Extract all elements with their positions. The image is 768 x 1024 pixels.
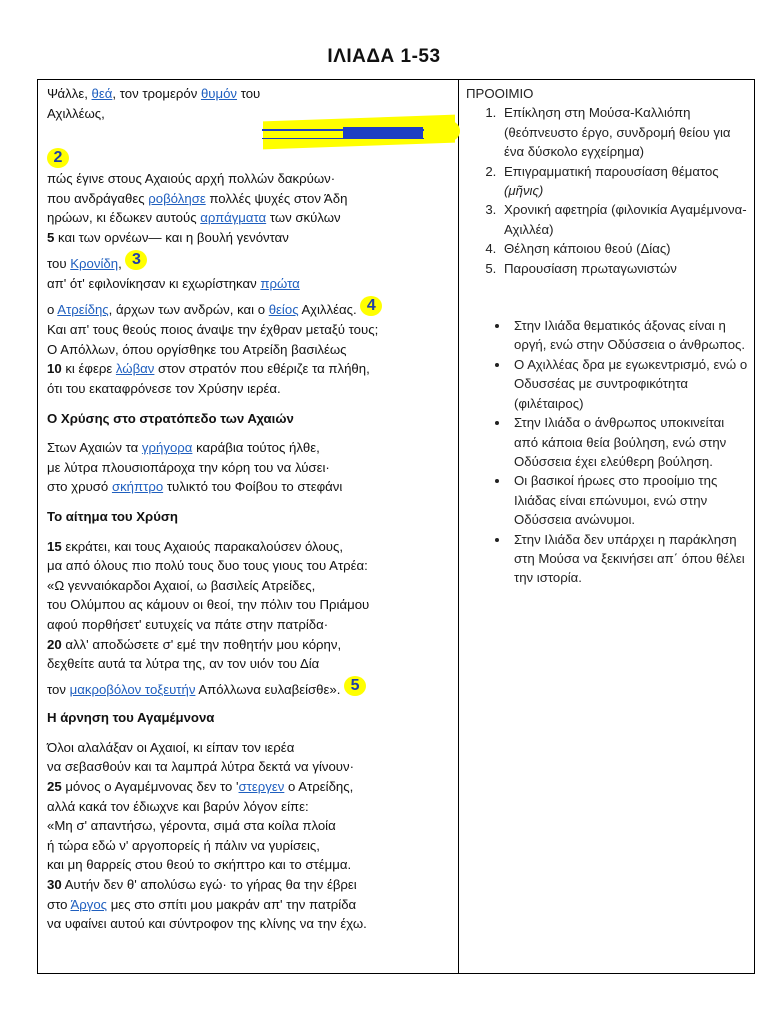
line-number: 20 xyxy=(47,636,62,652)
text-line: δεχθείτε αυτά τα λύτρα της, αν τον υιόν του Δία xyxy=(47,656,320,672)
term-link[interactable]: Άργος xyxy=(70,896,108,912)
text-line: «Ω γενναιόκαρδοι Αχαιοί, ω βασιλείς Ατρείδες, xyxy=(47,577,316,593)
prooimio-list xyxy=(466,103,748,278)
term-link[interactable]: στεργεν xyxy=(238,778,285,794)
list-item: • Στην Ιλιάδα ο άνθρωπος υποκινείται από κάποια θεία βούληση, ενώ στην Οδύσσεια έχει ελεύθερη βούληση. xyxy=(510,413,748,471)
section-heading: Η άρνηση του Αγαμέμνονα xyxy=(47,710,215,726)
section-heading: Ο Χρύσης στο στρατόπεδο των Αχαιών xyxy=(47,410,294,426)
text-line: και μη θαρρείς στου θεού το σκήπτρο και το στέμμα. xyxy=(47,857,352,873)
term-link[interactable]: μακροβόλον τοξευτήν xyxy=(69,681,196,697)
term-link[interactable]: αρπάγματα xyxy=(200,210,267,226)
term-link[interactable]: θεά xyxy=(91,86,113,101)
term-link[interactable]: Ατρείδης xyxy=(57,301,109,317)
list-item: 3. Χρονική αφετηρία (φιλονικία Αγαμέμνονα-Αχιλλέα) xyxy=(500,200,748,239)
line-number: 25 xyxy=(47,778,62,794)
page-title: ΙΛΙΑΔΑ 1-53 xyxy=(327,46,441,67)
number-badge: 2 xyxy=(47,148,69,168)
line-number: 15 xyxy=(47,538,62,554)
text-line: ηρώων, κι έδωκεν αυτούς αρπάγματα των σκύλων xyxy=(47,210,341,226)
text-line: μα από όλους πιο πολύ τους δυο τους γιους του Ατρέα: xyxy=(47,558,368,574)
term-link[interactable]: Κρονίδη xyxy=(70,255,119,271)
text-line: απ' ότ' εφιλονίκησαν κι εχωρίστηκαν πρώτα xyxy=(47,276,300,292)
text-line: Όλοι αλαλάξαν οι Αχαιοί, κι είπαν τον ιερέα xyxy=(47,739,295,755)
section-heading: Το αίτημα του Χρύση xyxy=(47,508,178,524)
text-line: Ψάλλε, θεά, τον τρομερόν θυμόν του xyxy=(47,86,261,101)
text-line: Και απ' τους θεούς ποιος άναψε την έχθραν μεταξύ τους; xyxy=(47,322,379,338)
text-line: να σεβασθούν και τα λαμπρά λύτρα δεκτά να γίνουν· xyxy=(47,759,354,775)
term-link[interactable]: θυμόν xyxy=(200,86,238,101)
text-line: Ο Απόλλων, όπου οργίσθηκε του Ατρείδη βασιλέως xyxy=(47,341,347,357)
text-line: πώς έγινε στους Αχαιούς αρχή πολλών δακρύων· xyxy=(47,171,336,187)
column-divider xyxy=(458,79,459,974)
text-line: ότι του εκαταφρόνεσε τον Χρύσην ιερέα. xyxy=(47,380,281,396)
list-item: 1. Επίκληση στη Μούσα-Καλλιόπη (θεόπνευστο έργο, συνδρομή θείου για ένα δύσκολο εγχείρημα) xyxy=(500,103,748,161)
term-link[interactable]: σκήπτρο xyxy=(111,479,164,495)
text-line: του Ολύμπου ας κάμουν οι θεοί, την πόλιν του Πριάμου xyxy=(47,597,370,613)
poem-column xyxy=(47,84,451,934)
text-line: αφού πορθήσετ' ευτυχείς να πάτε στην πατρίδα· xyxy=(47,616,329,632)
notes-heading: ΠΡΟΟΙΜΙΟ xyxy=(466,86,534,101)
comparison-list xyxy=(466,316,748,588)
term-link[interactable]: γρήγορα xyxy=(141,440,193,456)
text-line: που ανδράγαθες ροβόλησε πολλές ψυχές στον Άδη xyxy=(47,190,348,206)
line-number: 10 xyxy=(47,361,62,377)
term-link[interactable]: θείος xyxy=(268,301,299,317)
text-line: αλλά κακά τον έδιωχνε και βαρύν λόγον είπε: xyxy=(47,798,309,814)
list-item: 2. Επιγραμματική παρουσίαση θέματος (μῆνις) xyxy=(500,162,748,201)
text-line: 15 εκράτει, και τους Αχαιούς παρακαλούσεν όλους, xyxy=(47,538,344,554)
line-number: 30 xyxy=(47,876,62,892)
text-line: ο Ατρείδης, άρχων των ανδρών, και ο θείος Αχιλλέας. 4 xyxy=(47,300,451,321)
list-item: 5. Παρουσίαση πρωταγωνιστών xyxy=(500,259,748,278)
line-number: 5 xyxy=(47,229,55,245)
term-link[interactable]: ροβόλησε xyxy=(148,190,206,206)
list-item: • Ο Αχιλλέας δρα με εγωκεντρισμό, ενώ ο Οδυσσέας με συντροφικότητα (φιλέταιρος) xyxy=(510,355,748,413)
text-line: 25 μόνος ο Αγαμέμνονας δεν το 'στεργεν ο Ατρείδης, xyxy=(47,778,354,794)
text-line: του Κρονίδη, 3 xyxy=(47,254,451,275)
term-link[interactable]: πρώτα xyxy=(260,276,300,292)
text-line: να υφαίνει αυτού και σύντροφον της κλίνης να την έχω. xyxy=(47,916,367,932)
text-line: στο Άργος μες στο σπίτι μου μακράν απ' την πατρίδα xyxy=(47,896,357,912)
list-item: • Οι βασικοί ήρωες στο προοίμιο της Ιλιάδας είναι επώνυμοι, ενώ στην Οδύσσεια ανώνυμοι. xyxy=(510,471,748,529)
text-line: Αχιλλέως, xyxy=(47,105,105,121)
text-line: 10 κι έφερε λώβαν στον στρατόν που εθέριζε τα πλήθη, xyxy=(47,361,370,377)
text-line: τον μακροβόλον τοξευτήν Απόλλωνα ευλαβείσθε». 5 xyxy=(47,680,451,701)
number-badge: 3 xyxy=(125,250,147,270)
text-line: 30 Αυτήν δεν θ' απολύσω εγώ· το γήρας θα την έβρει xyxy=(47,876,357,892)
list-item: • Στην Ιλιάδα θεματικός άξονας είναι η οργή, ενώ στην Οδύσσεια ο άνθρωπος. xyxy=(510,316,748,355)
text-line: στο χρυσό σκήπτρο τυλικτό του Φοίβου το στεφάνι xyxy=(47,479,343,495)
text-line: 20 αλλ' αποδώσετε σ' εμέ την ποθητήν μου κόρην, xyxy=(47,636,342,652)
text-line: ή τώρα εδώ ν' αργοπορείς ή πάλιν να γυρίσεις, xyxy=(47,837,320,853)
text-line: 5 και των ορνέων— και η βουλή γενόνταν xyxy=(47,229,289,245)
term-link[interactable]: λώβαν xyxy=(115,361,155,377)
notes-column xyxy=(466,84,748,588)
list-item: • Στην Ιλιάδα δεν υπάρχει η παράκληση στη Μούσα να ξεκινήσει απ΄ όπου θέλει την ιστορία. xyxy=(510,530,748,588)
number-badge: 4 xyxy=(360,296,382,316)
text-line: με λύτρα πλουσιοπάροχα την κόρη του να λύσει· xyxy=(47,459,330,475)
list-item: 4. Θέληση κάποιου θεού (Δίας) xyxy=(500,239,748,258)
number-badge: 5 xyxy=(344,676,366,696)
text-line: Στων Αχαιών τα γρήγορα καράβια τούτος ήλθε, xyxy=(47,440,320,456)
text-line: «Μη σ' απαντήσω, γέροντα, σιμά στα κοίλα πλοία xyxy=(47,818,336,834)
